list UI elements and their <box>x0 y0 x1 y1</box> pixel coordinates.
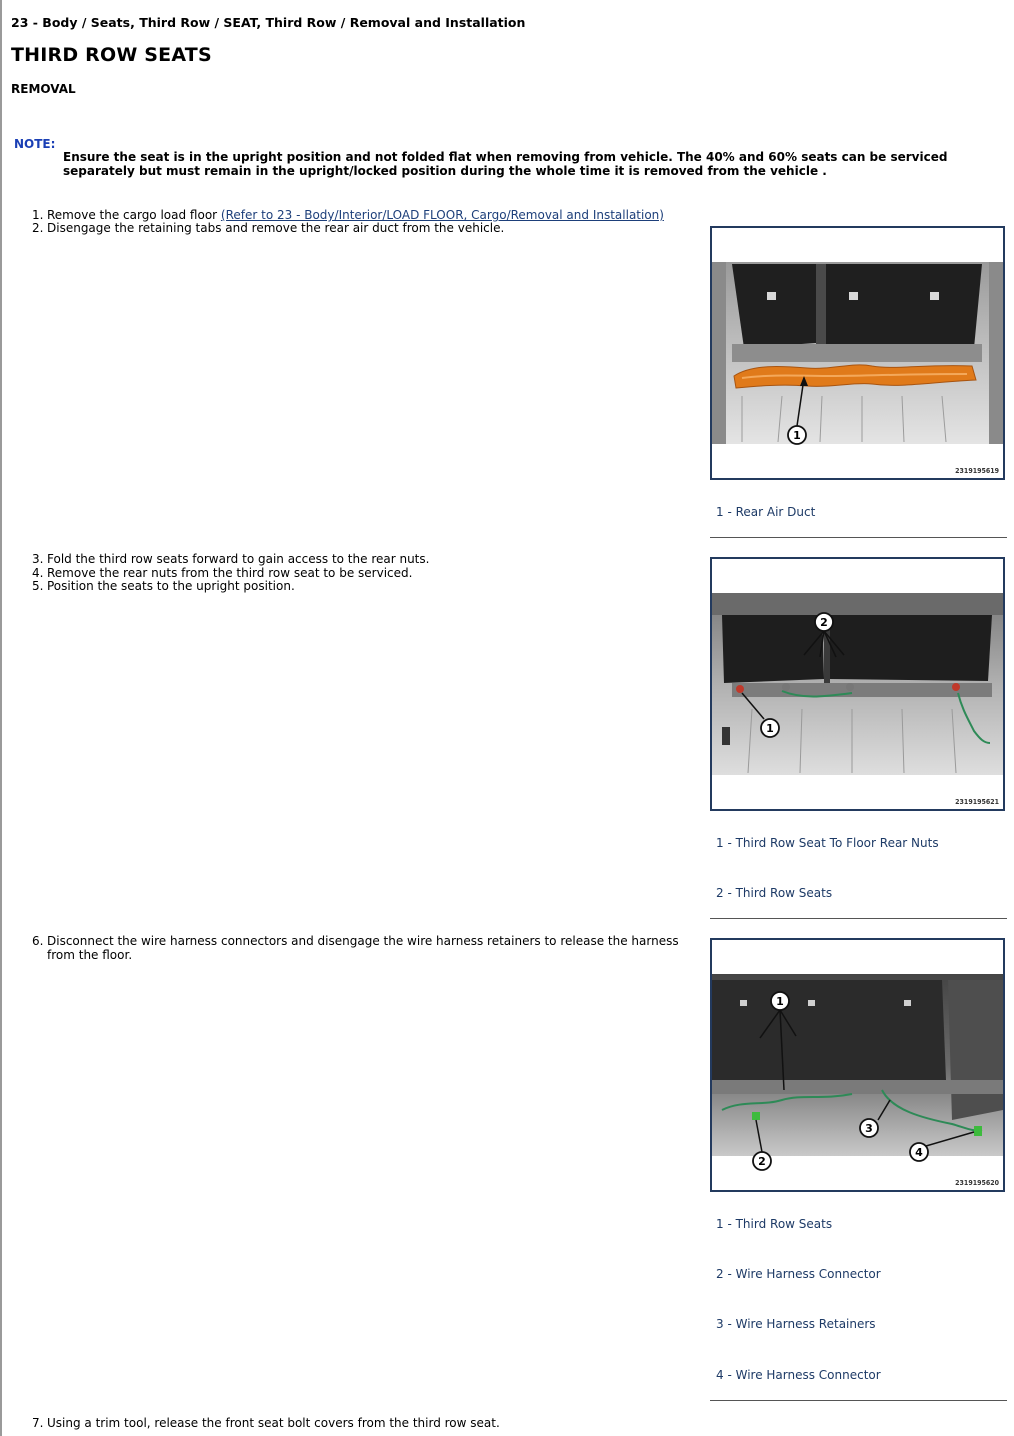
load-floor-link[interactable]: (Refer to 23 - Body/Interior/LOAD FLOOR, Cargo/Removal and Installation) <box>220 208 664 222</box>
legend-item: 1 - Third Row Seats <box>716 1217 833 1231</box>
legend-item: 2 - Third Row Seats <box>716 886 833 900</box>
step-text: Position the seats to the upright position. <box>47 579 295 593</box>
step-5 <box>32 580 692 594</box>
step-7 <box>32 1417 692 1431</box>
step-number: 4. <box>32 566 44 580</box>
step-text: Disconnect the wire harness connectors and disengage the wire harness retainers to release the harness <box>47 934 679 948</box>
step-text: Using a trim tool, release the front seat bolt covers from the third row seat. <box>47 1416 500 1430</box>
step-text: Remove the rear nuts from the third row seat to be serviced. <box>47 566 413 580</box>
figure-wire-harness <box>710 938 1005 1192</box>
callout-2: 2 <box>820 616 828 629</box>
callout-2: 2 <box>758 1155 766 1168</box>
callout-4: 4 <box>915 1146 923 1159</box>
step-number: 5. <box>32 579 44 593</box>
rear-nuts-illustration <box>712 559 1003 809</box>
legend-item: 3 - Wire Harness Retainers <box>716 1317 876 1331</box>
divider <box>710 537 1007 538</box>
figure-id: 2319195619 <box>955 467 999 475</box>
step-number: 3. <box>32 552 44 566</box>
wire-harness-illustration <box>712 940 1003 1190</box>
legend-item: 1 - Rear Air Duct <box>716 505 816 519</box>
step-text: Remove the cargo load floor <box>47 208 221 222</box>
figure-rear-air-duct <box>710 226 1005 480</box>
step-text-continued: from the floor. <box>47 947 133 962</box>
callout-1: 1 <box>776 995 784 1008</box>
legend-item: 2 - Wire Harness Connector <box>716 1267 881 1281</box>
step-3 <box>32 553 692 567</box>
step-number: 7. <box>32 1416 44 1430</box>
step-text: Fold the third row seats forward to gain access to the rear nuts. <box>47 552 430 566</box>
step-number: 6. <box>32 934 44 948</box>
figure-rear-nuts <box>710 557 1005 811</box>
callout-1: 1 <box>766 722 774 735</box>
step-2 <box>32 222 692 236</box>
figure-id: 2319195620 <box>955 1179 999 1187</box>
divider <box>710 1400 1007 1401</box>
note-label: NOTE: <box>14 137 56 151</box>
page-title: THIRD ROW SEATS <box>11 44 212 66</box>
step-number: 1. <box>32 208 44 222</box>
step-6 <box>32 935 692 962</box>
section-heading: REMOVAL <box>11 82 76 96</box>
callout-3: 3 <box>865 1122 873 1135</box>
legend-item: 1 - Third Row Seat To Floor Rear Nuts <box>716 836 939 850</box>
rear-air-duct-illustration <box>712 228 1003 478</box>
legend-item: 4 - Wire Harness Connector <box>716 1368 881 1382</box>
breadcrumb: 23 - Body / Seats, Third Row / SEAT, Third Row / Removal and Installation <box>11 15 526 30</box>
callout-1: 1 <box>793 429 801 442</box>
step-text: Disengage the retaining tabs and remove the rear air duct from the vehicle. <box>47 221 505 235</box>
note-text: Ensure the seat is in the upright position and not folded flat when removing from vehicle. The 40% and 60% seats can be serviced separately but must remain in the upright/locked position during the whole time it is removed from the vehicle . <box>63 150 948 178</box>
step-number: 2. <box>32 221 44 235</box>
figure-id: 2319195621 <box>955 798 999 806</box>
divider <box>710 918 1007 919</box>
